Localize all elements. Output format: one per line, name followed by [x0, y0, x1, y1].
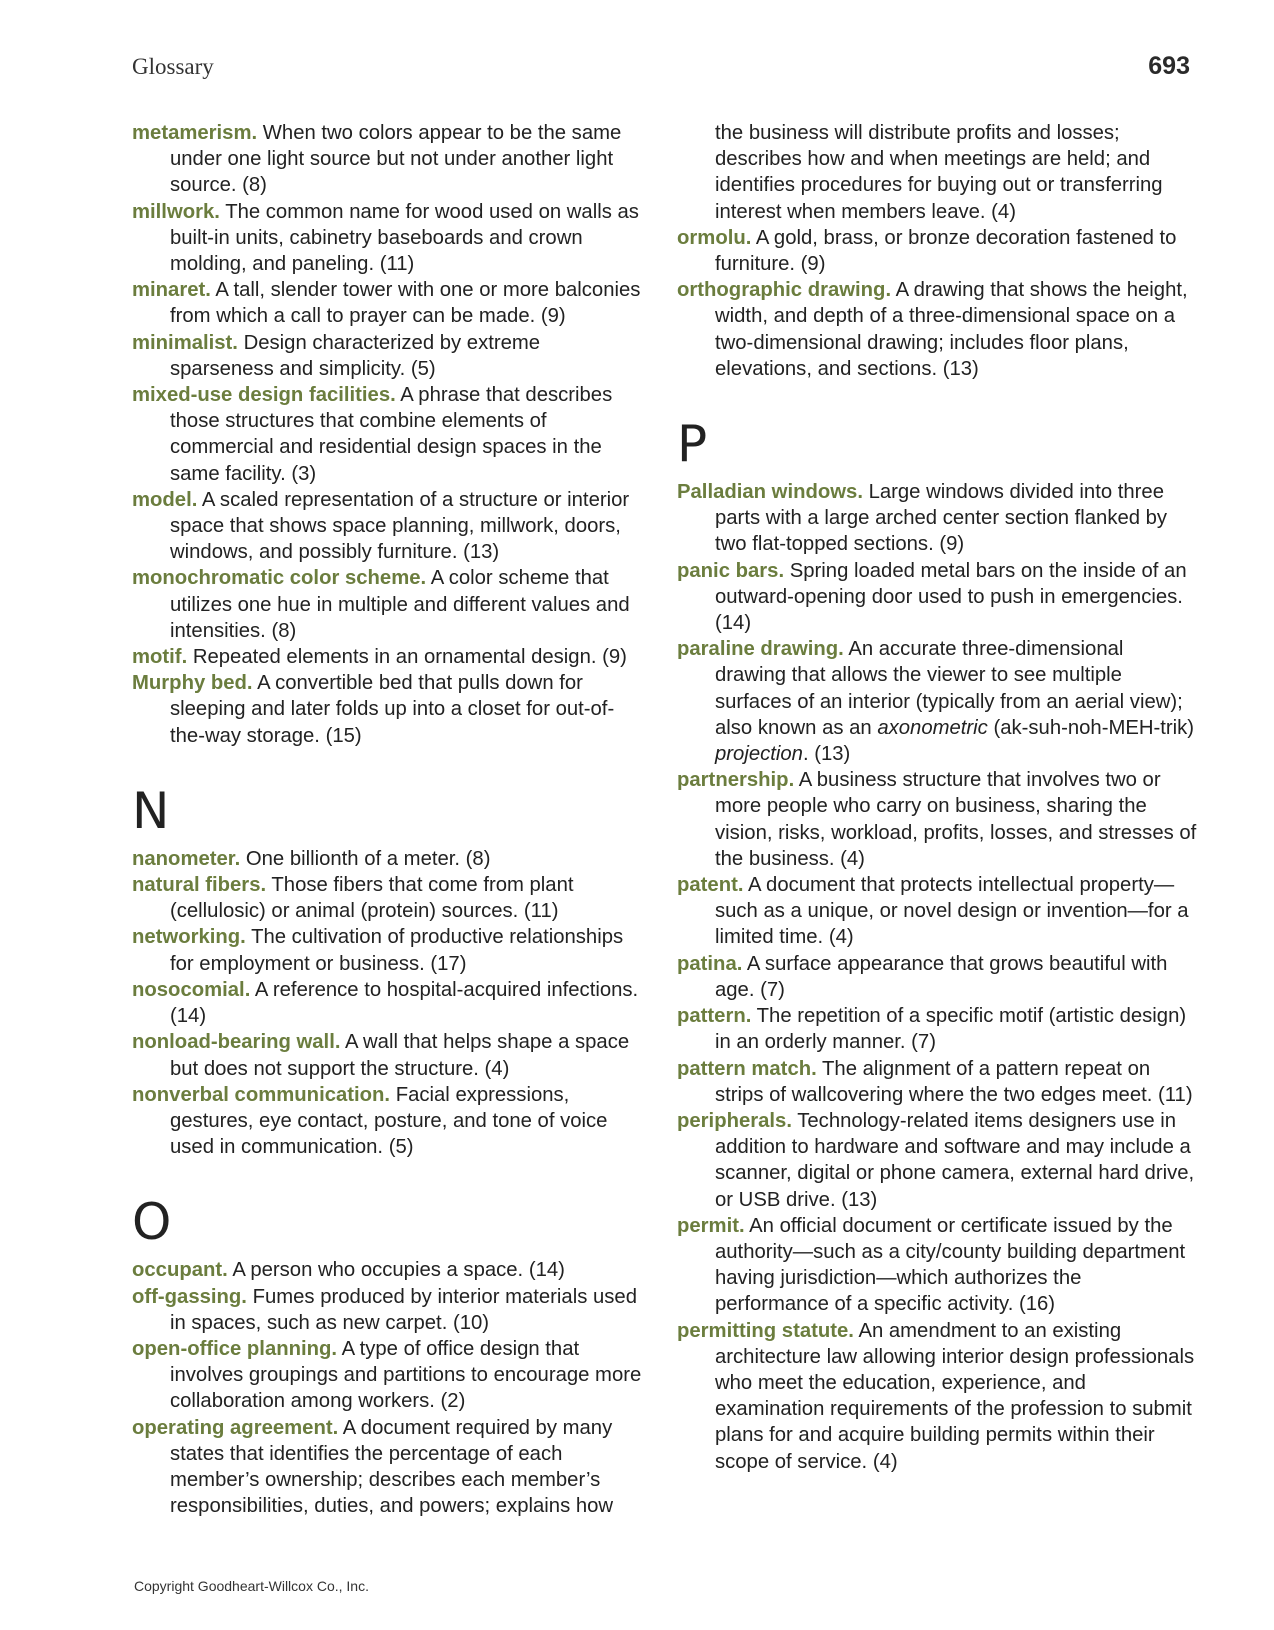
- glossary-entry: [677, 479, 1197, 558]
- o-entries: [132, 1257, 648, 1519]
- o-entries-cont: [677, 225, 1197, 382]
- glossary-definition: . (13): [802, 743, 851, 766]
- glossary-definition: Those fibers that come from plant (cellulosic) or animal (protein) sources. (11): [170, 874, 574, 923]
- glossary-term: Palladian windows.: [677, 481, 863, 504]
- right-column: [677, 120, 1197, 1475]
- glossary-entry: [132, 565, 648, 644]
- glossary-term: motif.: [132, 646, 188, 669]
- glossary-entry: [132, 330, 648, 382]
- glossary-term: ormolu.: [677, 226, 752, 249]
- glossary-entry: [677, 1003, 1197, 1055]
- glossary-entry: [132, 382, 648, 487]
- running-head: Glossary: [132, 54, 214, 79]
- glossary-definition: A wall that helps shape a space but does not support the structure. (4): [170, 1031, 630, 1080]
- glossary-entry: [677, 225, 1197, 277]
- glossary-italic-term: projection: [715, 743, 803, 766]
- glossary-definition: Repeated elements in an ornamental design. (9): [192, 646, 627, 669]
- glossary-entry: [677, 1056, 1197, 1108]
- glossary-term: pattern.: [677, 1005, 752, 1028]
- glossary-term: operating agreement.: [132, 1416, 339, 1439]
- glossary-term: off-gassing.: [132, 1285, 247, 1308]
- glossary-definition: Facial expressions, gestures, eye contact, posture, and tone of voice used in communication. (5): [170, 1083, 608, 1159]
- glossary-term: model.: [132, 488, 198, 511]
- glossary-definition: A person who occupies a space. (14): [232, 1259, 565, 1282]
- page-number: 693: [1148, 52, 1190, 80]
- glossary-definition: Fumes produced by interior materials used in spaces, such as new carpet. (10): [170, 1285, 637, 1334]
- glossary-term: pattern match.: [677, 1057, 817, 1080]
- section-letter-o: O: [132, 1193, 172, 1252]
- glossary-definition: The alignment of a pattern repeat on strips of wallcovering where the two edges meet. (11): [715, 1057, 1193, 1106]
- glossary-entry: [677, 1108, 1197, 1213]
- glossary-definition: A convertible bed that pulls down for sleeping and later folds up into a closet for out-of-the-way storage. (15): [170, 672, 615, 747]
- glossary-entry: [132, 644, 648, 670]
- glossary-term: minaret.: [132, 279, 211, 302]
- continued-definition: the business will distribute profits and losses; describes how and when meetings are held; and identifies procedures for buying out or transferring interest when members leave. (4): [715, 122, 1163, 223]
- glossary-entry: [132, 977, 648, 1029]
- glossary-definition: A gold, brass, or bronze decoration fastened to furniture. (9): [715, 226, 1177, 276]
- glossary-definition: When two colors appear to be the same under one light source but not under another light source. (8): [170, 122, 622, 197]
- glossary-entry: [677, 951, 1197, 1003]
- glossary-term: minimalist.: [132, 331, 238, 354]
- glossary-definition: A business structure that involves two or more people who carry on business, sharing the vision, risks, workload, profits, losses, and stresses of the business. (4): [715, 769, 1197, 870]
- glossary-entry: [132, 670, 648, 749]
- glossary-definition: A document required by many states that identifies the percentage of each member’s ownership; describes each member’s responsibilities, duties, and powers; explains how: [170, 1416, 614, 1518]
- glossary-definition: The cultivation of productive relationships for employment or business. (17): [170, 926, 624, 975]
- glossary-term: patent.: [677, 874, 744, 897]
- glossary-entry: [677, 767, 1197, 872]
- glossary-entry: [677, 1318, 1197, 1475]
- glossary-entry: [132, 1415, 648, 1520]
- glossary-entry: [677, 558, 1197, 637]
- glossary-definition: Large windows divided into three parts with a large arched center section flanked by two flat-topped sections. (9): [715, 481, 1168, 556]
- glossary-entry: [132, 1284, 648, 1336]
- glossary-term: peripherals.: [677, 1109, 792, 1132]
- section-letter-n: N: [132, 781, 170, 840]
- glossary-term: orthographic drawing.: [677, 279, 892, 302]
- glossary-entry: [132, 120, 648, 199]
- glossary-entry: [132, 1336, 648, 1415]
- glossary-entry: [677, 277, 1197, 382]
- glossary-definition: A color scheme that utilizes one hue in multiple and different values and intensities. (8): [170, 567, 630, 642]
- glossary-term: monochromatic color scheme.: [132, 567, 427, 590]
- glossary-term: permitting statute.: [677, 1319, 854, 1342]
- glossary-term: natural fibers.: [132, 874, 267, 897]
- glossary-entry: [132, 872, 648, 924]
- glossary-entry: [677, 872, 1197, 951]
- glossary-entry: [132, 487, 648, 566]
- glossary-definition: A scaled representation of a structure or interior space that shows space planning, millwork, doors, windows, and possibly furniture. (13): [170, 488, 630, 564]
- glossary-definition: A tall, slender tower with one or more balconies from which a call to prayer can be made. (9): [170, 279, 641, 328]
- p-entries-b: [677, 767, 1197, 1474]
- glossary-term: mixed-use design facilities.: [132, 384, 396, 407]
- glossary-term: metamerism.: [132, 122, 258, 144]
- glossary-entry: [132, 1082, 648, 1161]
- glossary-term: nosocomial.: [132, 978, 251, 1001]
- glossary-entry: [677, 1213, 1197, 1318]
- glossary-definition: An amendment to an existing architecture law allowing interior design professionals who meet the education, experience, and examination requirements of the profession to submit plans for and acquire building permits within their scope of service. (4): [715, 1319, 1195, 1473]
- glossary-term: panic bars.: [677, 559, 785, 582]
- glossary-entry-paraline: [677, 636, 1197, 767]
- glossary-entry: [132, 846, 648, 872]
- glossary-entry: [132, 277, 648, 329]
- glossary-definition: A reference to hospital-acquired infections. (14): [170, 978, 639, 1028]
- glossary-definition: A type of office design that involves groupings and partitions to encourage more collaboration among workers. (2): [170, 1337, 642, 1413]
- glossary-term: patina.: [677, 952, 743, 975]
- glossary-term: Murphy bed.: [132, 672, 253, 695]
- glossary-definition: An accurate three-dimensional drawing that allows the viewer to see multiple surfaces of an interior (typically from an aerial view); also known as an: [715, 638, 1183, 739]
- left-column: [132, 120, 648, 1519]
- p-entries-a: [677, 479, 1197, 636]
- n-entries: [132, 846, 648, 1160]
- glossary-term: nanometer.: [132, 847, 241, 870]
- glossary-definition: An official document or certificate issued by the authority—such as a city/county building department having jurisdiction—which authorizes the performance of a specific activity. (16): [715, 1214, 1186, 1316]
- section-letter-p: P: [677, 415, 708, 474]
- glossary-definition: A document that protects intellectual property—such as a unique, or novel design or invention—for a limited time. (4): [715, 874, 1189, 949]
- glossary-term: permit.: [677, 1214, 745, 1237]
- glossary-term: networking.: [132, 926, 246, 949]
- glossary-definition: (ak-suh-noh-MEH-trik): [993, 716, 1195, 739]
- glossary-term: occupant.: [132, 1259, 228, 1282]
- glossary-term: millwork.: [132, 200, 220, 223]
- glossary-italic-term: axonometric: [877, 716, 988, 739]
- glossary-term: open-office planning.: [132, 1337, 338, 1360]
- glossary-entry: [132, 1029, 648, 1081]
- glossary-term: partnership.: [677, 769, 795, 792]
- glossary-definition: One billionth of a meter. (8): [245, 847, 491, 870]
- m-entries: [132, 120, 648, 749]
- glossary-entry: [132, 924, 648, 976]
- glossary-definition: The common name for wood used on walls as built-in units, cabinetry baseboards and crown molding, and paneling. (11): [170, 200, 639, 276]
- glossary-definition: Spring loaded metal bars on the inside of an outward-opening door used to push in emergencies. (14): [715, 559, 1187, 635]
- glossary-definition: Technology-related items designers use in addition to hardware and software and may include a scanner, digital or phone camera, external hard drive, or USB drive. (13): [715, 1109, 1195, 1211]
- glossary-entry: [132, 1257, 648, 1283]
- glossary-term: nonverbal communication.: [132, 1083, 391, 1106]
- glossary-definition: A phrase that describes those structures that combine elements of commercial and residential design spaces in the same facility. (3): [170, 384, 613, 485]
- glossary-definition: A surface appearance that grows beautiful with age. (7): [715, 952, 1168, 1001]
- glossary-definition: A drawing that shows the height, width, and depth of a three-dimensional space on a two-dimensional drawing; includes floor plans, elevations, and sections. (13): [715, 279, 1188, 380]
- glossary-definition: Design characterized by extreme sparseness and simplicity. (5): [170, 331, 541, 380]
- glossary-term: paraline drawing.: [677, 638, 844, 661]
- glossary-term: nonload-bearing wall.: [132, 1031, 341, 1054]
- glossary-definition: The repetition of a specific motif (artistic design) in an orderly manner. (7): [715, 1005, 1187, 1054]
- copyright-notice: Copyright Goodheart-Willcox Co., Inc.: [134, 1578, 369, 1594]
- glossary-entry: [132, 199, 648, 278]
